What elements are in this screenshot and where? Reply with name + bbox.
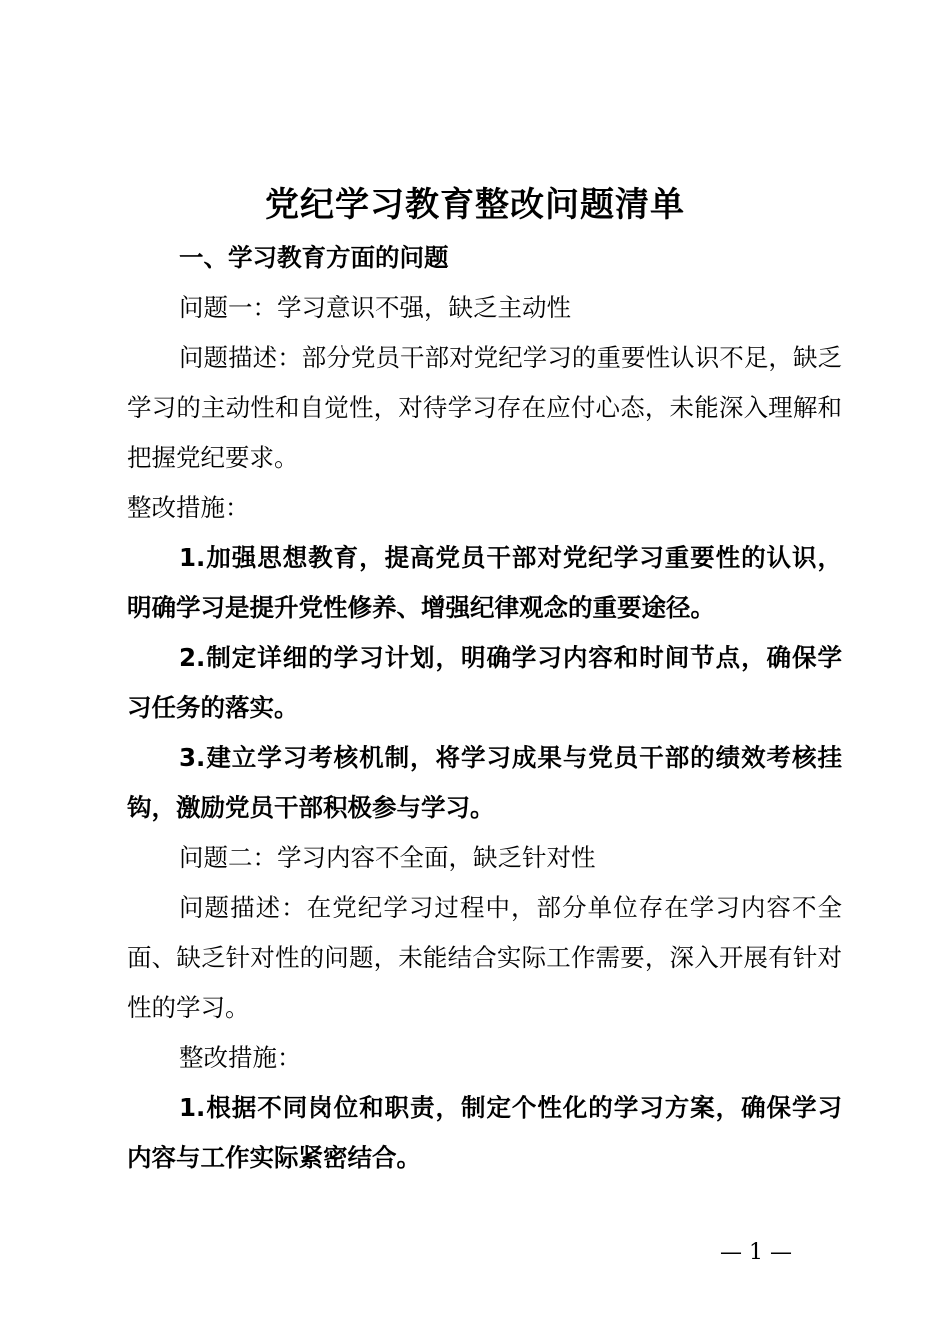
problem-1-measures-label: 整改措施： — [127, 493, 250, 522]
document-title: 党纪学习教育整改问题清单 — [265, 185, 685, 225]
document-body — [127, 233, 842, 1183]
section-heading: 一、学习教育方面的问题 — [179, 243, 449, 272]
problem-1-measure-3: 3.建立学习考核机制，将学习成果与党员干部的绩效考核挂钩，激励党员干部积极参与学习。 — [127, 743, 842, 822]
problem-2-measure-1: 1.根据不同岗位和职责，制定个性化的学习方案，确保学习内容与工作实际紧密结合。 — [127, 1093, 842, 1172]
problem-2-measures-label: 整改措施： — [179, 1043, 302, 1072]
problem-1-heading: 问题一：学习意识不强，缺乏主动性 — [179, 293, 571, 322]
problem-2-description: 问题描述：在党纪学习过程中，部分单位存在学习内容不全面、缺乏针对性的问题，未能结合实际工作需要，深入开展有针对性的学习。 — [127, 893, 842, 1022]
problem-2-heading: 问题二：学习内容不全面，缺乏针对性 — [179, 843, 596, 872]
problem-1-measure-2: 2.制定详细的学习计划，明确学习内容和时间节点，确保学习任务的落实。 — [127, 643, 842, 722]
page-number: — 1 — — [720, 1240, 792, 1265]
problem-1-measure-1: 1.加强思想教育，提高党员干部对党纪学习重要性的认识，明确学习是提升党性修养、增强纪律观念的重要途径。 — [127, 543, 842, 622]
problem-1-description: 问题描述：部分党员干部对党纪学习的重要性认识不足，缺乏学习的主动性和自觉性，对待学习存在应付心态，未能深入理解和把握党纪要求。 — [127, 343, 842, 472]
